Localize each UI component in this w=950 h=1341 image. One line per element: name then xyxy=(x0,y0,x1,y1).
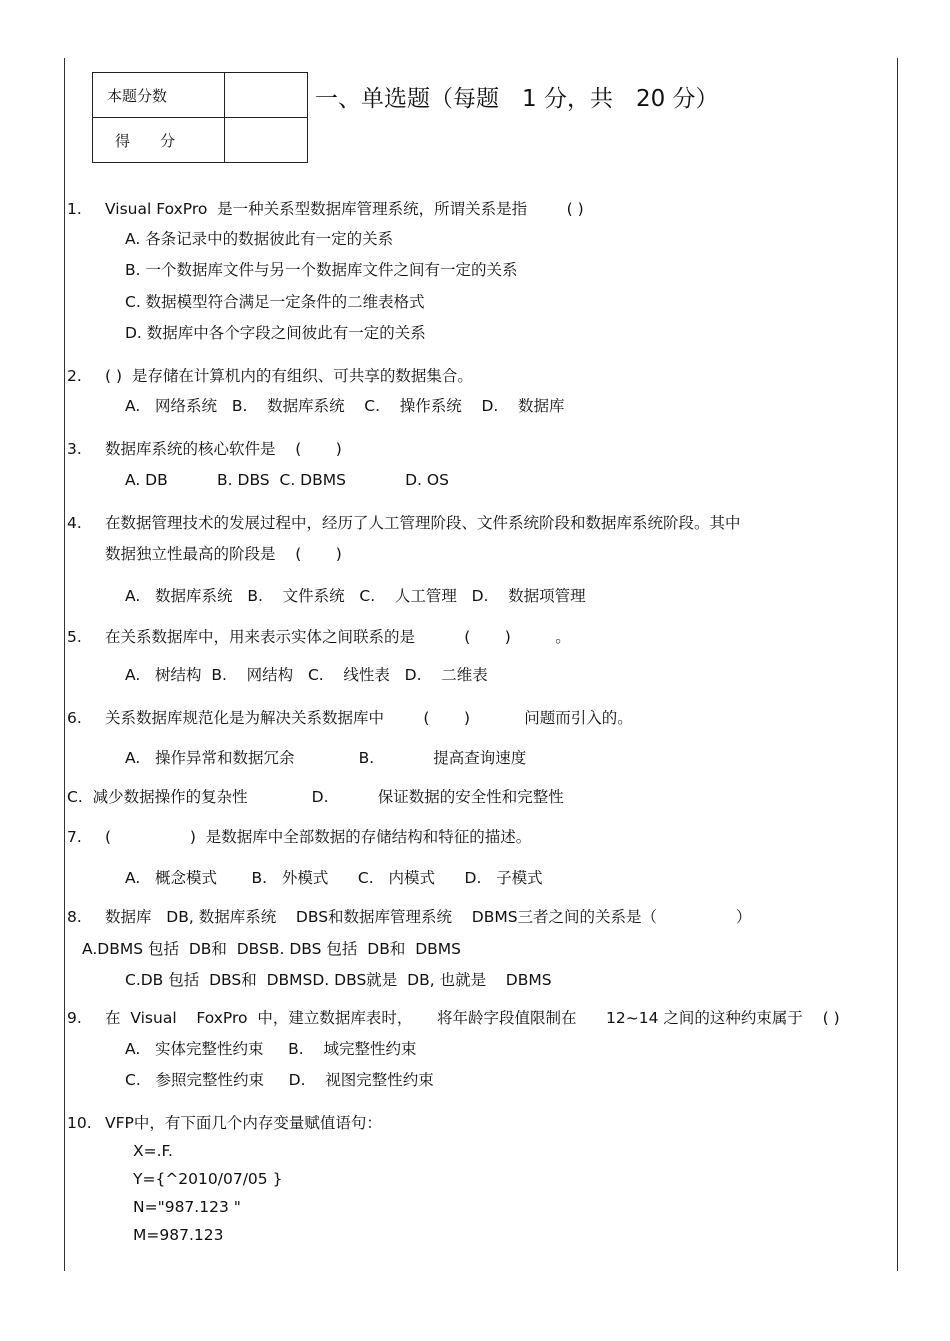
question-2-options: A. 网络系统 B. 数据库系统 C. 操作系统 D. 数据库 xyxy=(125,397,565,415)
code-line-m: M=987.123 xyxy=(133,1226,224,1244)
right-border xyxy=(897,58,898,1271)
question-5-options: A. 树结构 B. 网结构 C. 线性表 D. 二维表 xyxy=(125,666,488,684)
question-6-options-line2: C. 减少数据操作的复杂性 D. 保证数据的安全性和完整性 xyxy=(67,788,564,806)
question-3-number: 3. xyxy=(67,440,82,458)
question-5-text: 在关系数据库中，用来表示实体之间联系的是 ( ) 。 xyxy=(105,628,571,646)
points-value xyxy=(225,118,308,163)
question-2-text: ( ) 是存储在计算机内的有组织、可共享的数据集合。 xyxy=(105,367,473,385)
question-1-option-c: C. 数据模型符合满足一定条件的二维表格式 xyxy=(125,293,425,311)
question-1-option-a: A. 各条记录中的数据彼此有一定的关系 xyxy=(125,230,394,248)
question-1-option-d: D. 数据库中各个字段之间彼此有一定的关系 xyxy=(125,324,426,342)
question-8-options-ab: A.DBMS 包括 DB和 DBSB. DBS 包括 DB和 DBMS xyxy=(82,940,461,958)
question-7-options: A. 概念模式 B. 外模式 C. 内模式 D. 子模式 xyxy=(125,869,543,887)
question-4-text-line2: 数据独立性最高的阶段是 ( ) xyxy=(105,545,342,563)
question-8-number: 8. xyxy=(67,908,82,926)
question-9-text: 在 Visual FoxPro 中，建立数据库表时， 将年龄字段值限制在 12~14 之间的这种约束属于 ( ) xyxy=(105,1009,840,1027)
code-line-n: N="987.123 " xyxy=(133,1198,241,1216)
question-9-options-cd: C. 参照完整性约束 D. 视图完整性约束 xyxy=(125,1071,434,1089)
points-label: 得 分 xyxy=(93,118,225,163)
question-8-options-cd: C.DB 包括 DBS和 DBMSD. DBS就是 DB, 也就是 DBMS xyxy=(125,971,552,989)
question-10-text: VFP中，有下面几个内存变量赋值语句： xyxy=(105,1114,382,1132)
question-1-text: Visual FoxPro 是一种关系型数据库管理系统，所谓关系是指 ( ) xyxy=(105,200,584,218)
left-border xyxy=(64,58,65,1271)
question-6-options: A. 操作异常和数据冗余 B. 提高查询速度 xyxy=(125,749,527,767)
score-label: 本题分数 xyxy=(93,73,225,118)
question-3-text: 数据库系统的核心软件是 ( ) xyxy=(105,440,342,458)
question-7-number: 7. xyxy=(67,828,82,846)
score-value xyxy=(225,73,308,118)
question-4-text: 在数据管理技术的发展过程中，经历了人工管理阶段、文件系统阶段和数据库系统阶段。其中 xyxy=(105,514,741,532)
question-6-text: 关系数据库规范化是为解决关系数据库中 ( ) 问题而引入的。 xyxy=(105,709,633,727)
question-3-options: A. DB B. DBS C. DBMS D. OS xyxy=(125,471,449,489)
question-1-option-b: B. 一个数据库文件与另一个数据库文件之间有一定的关系 xyxy=(125,261,518,279)
question-4-number: 4. xyxy=(67,514,82,532)
code-line-x: X=.F. xyxy=(133,1142,173,1160)
section-title: 一、单选题（每题 1 分，共 20 分） xyxy=(315,86,719,112)
question-9-options-ab: A. 实体完整性约束 B. 域完整性约束 xyxy=(125,1040,417,1058)
question-6-number: 6. xyxy=(67,709,82,727)
question-1-number: 1. xyxy=(67,200,82,218)
question-5-number: 5. xyxy=(67,628,82,646)
score-box xyxy=(92,72,308,163)
question-4-options: A. 数据库系统 B. 文件系统 C. 人工管理 D. 数据项管理 xyxy=(125,587,586,605)
question-10-number: 10. xyxy=(67,1114,92,1132)
question-8-text: 数据库 DB, 数据库系统 DBS和数据库管理系统 DBMS三者之间的关系是（ ） xyxy=(105,908,752,926)
question-7-text: ( ) 是数据库中全部数据的存储结构和特征的描述。 xyxy=(105,828,532,846)
question-2-number: 2. xyxy=(67,367,82,385)
question-9-number: 9. xyxy=(67,1009,82,1027)
code-line-y: Y={^2010/07/05 } xyxy=(133,1170,283,1188)
